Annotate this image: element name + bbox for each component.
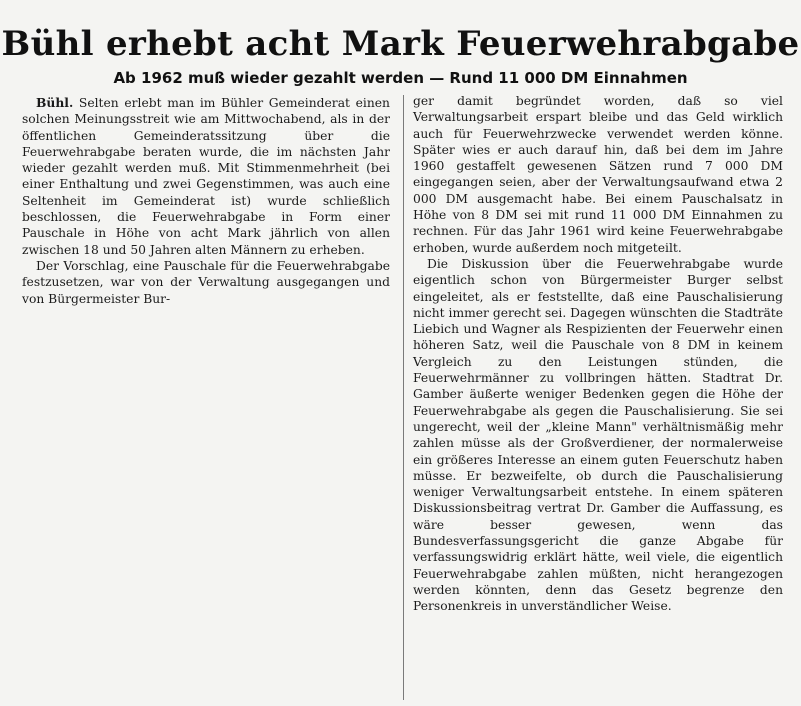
article-column-right <box>413 93 783 615</box>
subheadline: Ab 1962 muß wieder gezahlt werden — Rund 11 000 DM Einnahmen <box>113 69 688 87</box>
dateline: Bühl. <box>36 95 74 110</box>
paragraph-intro <box>22 95 390 258</box>
paragraph-discussion: Die Diskussion über die Feuerwehrabgabe wurde eigentlich schon von Bürgermeister Burger selbst eingeleitet, als er feststellte, daß eine Pauschalisierung nicht immer gerecht sei. Dagegen wünschten die Stadträte Liebich und Wagner als Respizienten der Feuerwehr einen höheren Satz, weil die Pauschale von 8 DM in keinem Vergleich zu den Leistungen stünden, die Feuerwehrmänner zu vollbringen hätten. Stadtrat Dr. Gamber äußerte weniger Bedenken gegen die Höhe der Feuerwehrabgabe als gegen die Pauschalisierung. Sie sei ungerecht, weil der „kleine Mann" verhältnismäßig mehr zahlen müsse als der Großverdiener, der normalerweise ein größeres Interesse an einem guten Feuerschutz haben müsse. Er bezweifelte, ob durch die Pauschalisierung weniger Verwaltungsarbeit entstehe. In einem späteren Diskussionsbeitrag vertrat Dr. Gamber die Auffassung, es wäre besser gewesen, wenn das Bundesverfassungsgericht die ganze Abgabe für verfassungswidrig erklärt hätte, weil viele, die eigentlich Feuerwehrabgabe zahlen müßten, nicht herangezogen werden könnten, denn das Gesetz begrenze den Personenkreis in unverständlicher Weise. <box>413 256 783 614</box>
paragraph-intro-text: Selten erlebt man im Bühler Gemeinderat einen solchen Meinungsstreit wie am Mittwochabend, als in der öffentlichen Gemeinderatssitzung über die Feuerwehrabgabe beraten wurde, die im nächsten Jahr wieder gezahlt werden muß. Mit Stimmenmehrheit (bei einer Enthaltung und zwei Gegenstimmen, was auch eine Seltenheit im Gemeinderat ist) wurde schließlich beschlossen, die Feuerwehrabgabe in Form einer Pauschale in Höhe von acht Mark jährlich von allen zwischen 18 und 50 Jahren alten Männern zu erheben. <box>22 96 390 257</box>
paragraph-proposal: Der Vorschlag, eine Pauschale für die Feuerwehrabgabe festzusetzen, war von der Verwaltung ausgegangen und von Bürgermeister Bur- <box>22 258 390 306</box>
article-column-left <box>22 95 390 307</box>
column-divider <box>403 95 404 700</box>
headline: Bühl erhebt acht Mark Feuerwehrabgabe <box>1 24 800 64</box>
paragraph-continuation: ger damit begründet worden, daß so viel Verwaltungsarbeit erspart bleibe und das Geld wirklich auch für Feuerwehrzwecke verwendet werden könne. Später wies er auch darauf hin, daß bei dem im Jahre 1960 gestaffelt gewesenen Sätzen rund 7 000 DM eingegangen seien, aber der Verwaltungsaufwand etwa 2 000 DM ausgemacht habe. Bei einem Pauschalsatz in Höhe von 8 DM sei mit rund 11 000 DM Einnahmen zu rechnen. Für das Jahr 1961 wird keine Feuerwehrabgabe erhoben, wurde außerdem noch mitgeteilt. <box>413 94 783 255</box>
